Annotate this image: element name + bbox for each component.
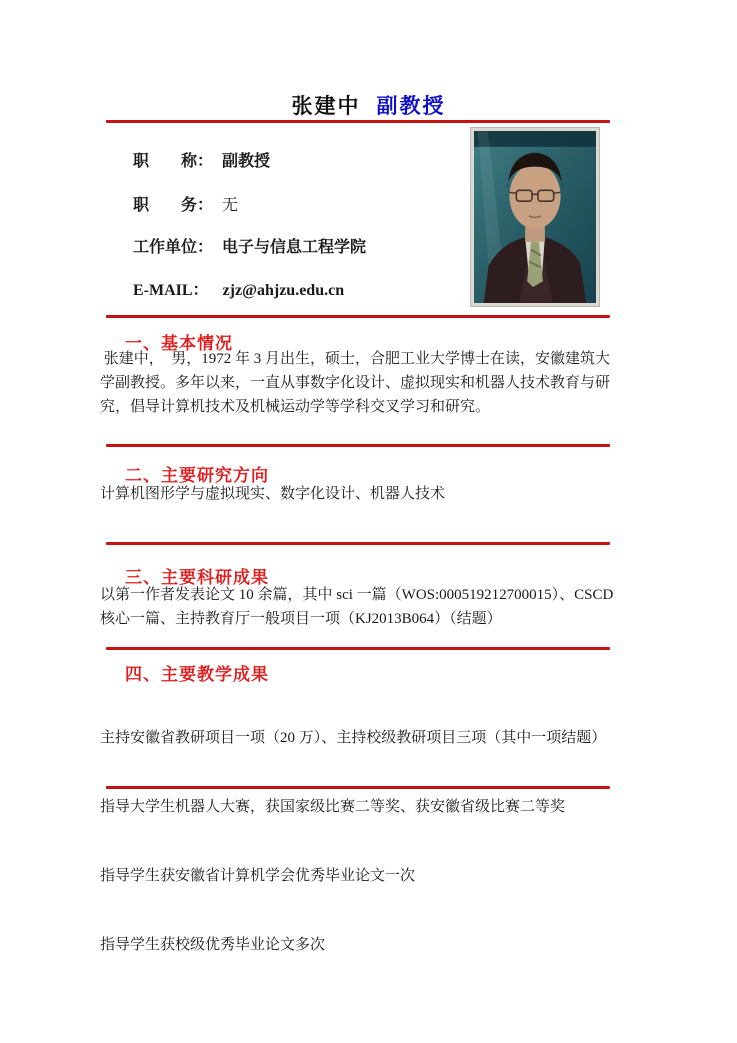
paragraph: 指导大学生机器人大赛，获国家级比赛二等奖、获安徽省级比赛二等奖 <box>100 799 566 815</box>
paragraph: 主持安徽省教研项目一项（20 万）、主持校级教研项目三项（其中一项结题） <box>100 730 607 746</box>
info-row-email <box>133 277 344 300</box>
info-value: 电子与信息工程学院 <box>222 239 367 256</box>
info-label: E-MAIL： <box>133 282 209 299</box>
info-row-duty <box>133 192 238 215</box>
person-rank: 副教授 <box>376 94 446 118</box>
person-name: 张建中 <box>291 94 361 118</box>
divider-section-3 <box>106 647 610 650</box>
divider-bottom <box>106 786 610 789</box>
page-title <box>0 90 737 120</box>
section-body-research-achievements <box>100 583 618 631</box>
info-label: 工作单位： <box>133 239 214 256</box>
email-value: zjz@ahjzu.edu.cn <box>222 282 345 299</box>
section-heading-basic-info: 一、基本情况 <box>125 334 233 353</box>
divider-top <box>106 120 610 123</box>
divider-section-1 <box>106 444 610 447</box>
section-body-research-directions <box>100 482 614 506</box>
paragraph: 指导学生获安徽省计算机学会优秀毕业论文一次 <box>100 868 416 884</box>
divider-info-bottom <box>106 315 610 318</box>
section-heading-research-directions: 二、主要研究方向 <box>125 466 269 485</box>
paragraph: 张建中， 男，1972 年 3 月出生，硕士，合肥工业大学博士在读，安徽建筑大学副教授。多年以来，一直从事数字化设计、虚拟现实和机器人技术教育与研究，倡导计算机技术及机械运动学等学科交叉学习和研究。 <box>100 351 611 415</box>
paragraph: 指导学生获校级优秀毕业论文多次 <box>100 937 326 953</box>
section-body-teaching-achievements <box>100 681 614 1003</box>
portrait-photo-image <box>474 131 596 303</box>
info-row-workunit <box>133 234 366 257</box>
divider-section-2 <box>106 542 610 545</box>
info-row-rank <box>133 148 270 171</box>
info-value: 副教授 <box>222 153 271 170</box>
info-label: 职 称： <box>133 153 214 170</box>
section-body-basic-info <box>100 347 614 419</box>
info-label: 职 务： <box>133 197 214 214</box>
section-heading-research-achievements: 三、主要科研成果 <box>125 568 269 587</box>
info-value: 无 <box>222 197 239 214</box>
paragraph: 以第一作者发表论文 10 余篇，其中 sci 一篇（WOS:000519212700015）、CSCD 核心一篇、主持教育厅一般项目一项（KJ2013B064）（结题） <box>100 587 618 627</box>
portrait-photo <box>470 127 600 307</box>
section-heading-teaching-achievements: 四、主要教学成果 <box>125 665 269 684</box>
paragraph: 计算机图形学与虚拟现实、数字化设计、机器人技术 <box>100 486 446 502</box>
